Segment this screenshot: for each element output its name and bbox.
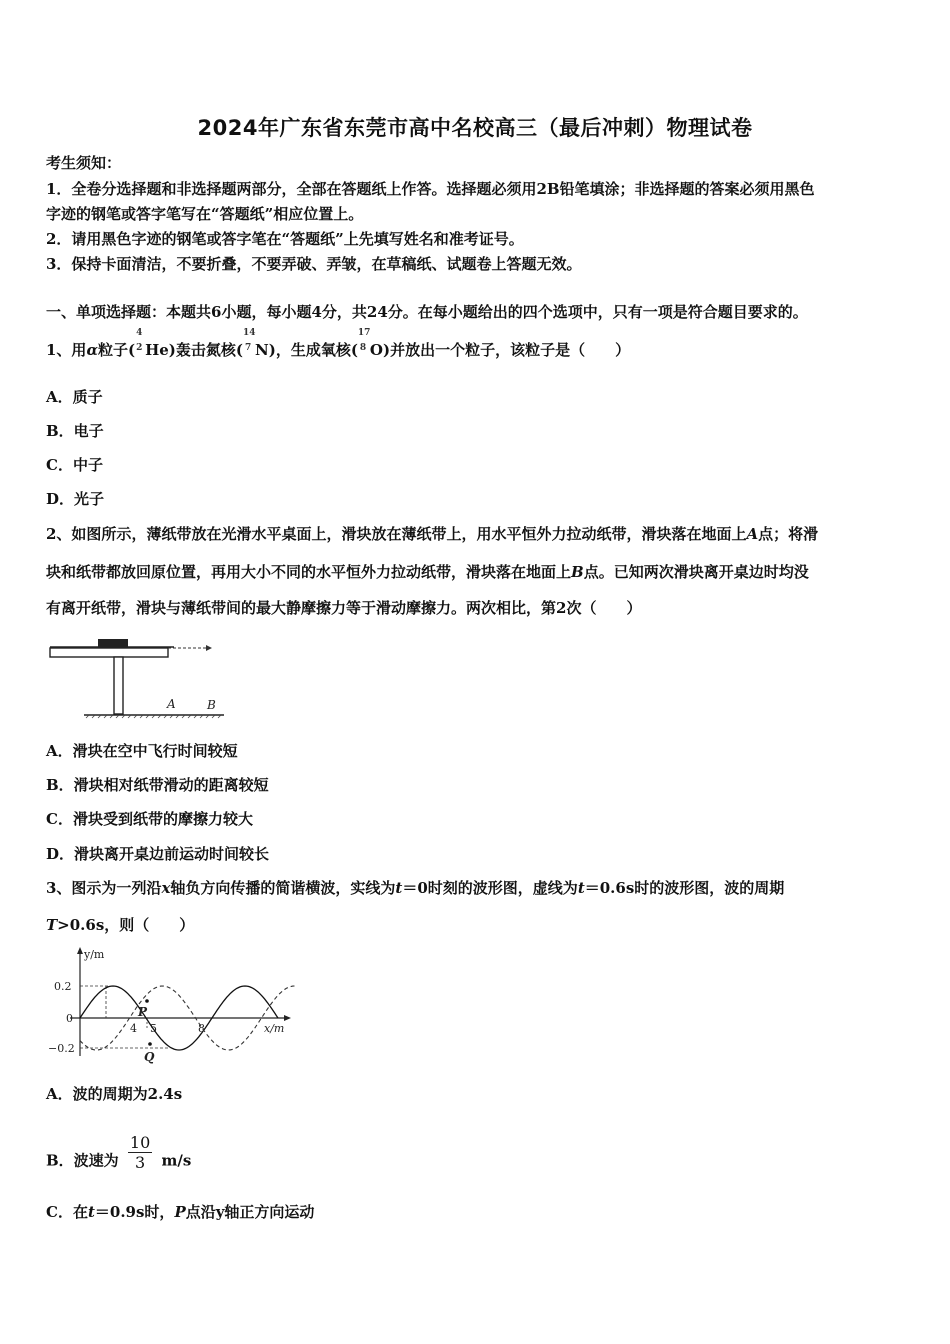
question-2-line (46, 523, 818, 544)
table-leg (114, 657, 123, 714)
notice-item: 1．全卷分选择题和非选择题两部分，全部在答题纸上作答。选择题必须用2B铅笔填涂；非选择题的答案必须用黑色 (46, 180, 815, 198)
q3-option-b[interactable] (46, 1133, 192, 1181)
q3-text: ＝0.6s时的波形图，波的周期 (584, 879, 785, 897)
q2-text: 块和纸带都放回原位置，再用大小不同的水平恒外力拉动纸带，滑块落在地面上 (46, 563, 572, 581)
q2-option-d[interactable]: D．滑块离开桌边前运动时间较长 (46, 845, 270, 863)
question-3-line (46, 914, 194, 935)
q1-text: O)并放出一个粒子，该粒子是（ ） (369, 341, 631, 359)
y-axis-arrow-icon (77, 947, 83, 954)
q2-option-b[interactable]: B．滑块相对纸带滑动的距离较短 (46, 776, 269, 794)
section-heading: 一、单项选择题：本题共6小题，每小题4分，共24分。在每小题给出的四个选项中，只有一项是符合题目要求的。 (46, 303, 808, 321)
q3-optc-p: P (174, 1203, 186, 1221)
q3-var-x: x (161, 879, 171, 897)
notice-heading: 考生须知： (46, 154, 122, 172)
q3-option-a[interactable]: A．波的周期为2.4s (46, 1085, 183, 1103)
page-title: 2024年广东省东莞市高中名校高三（最后冲刺）物理试卷 (197, 116, 753, 140)
q2-point-b: B (571, 563, 584, 581)
n-atomic-number: 7 (245, 343, 252, 353)
table-slider-figure (46, 628, 236, 724)
q1-text: N)，生成氧核( (255, 341, 358, 359)
q1-text: He)轰击氮核( (145, 341, 244, 359)
n-mass-number: 14 (243, 328, 256, 338)
q1-option-d[interactable]: D．光子 (46, 490, 105, 508)
q3-var-T: T (46, 916, 58, 934)
fraction-10-over-3 (128, 1133, 152, 1172)
q3-optc-text: 点沿y轴正方向运动 (185, 1203, 315, 1221)
tick-y-0.2: 0.2 (54, 980, 72, 993)
q3-option-c[interactable] (46, 1201, 314, 1222)
point-p-label: P (138, 1005, 148, 1019)
point-q-marker (148, 1042, 152, 1046)
o-mass-number: 17 (357, 328, 371, 338)
q3-var-t: t (395, 879, 403, 897)
q2-text: 点；将滑 (758, 525, 819, 543)
fig-label-a: A (167, 697, 176, 711)
table-top (50, 648, 168, 657)
question-3-line (46, 877, 784, 898)
q1-option-b[interactable]: B．电子 (46, 422, 104, 440)
q3-optb-unit: m/s (161, 1151, 192, 1170)
y-axis-label: y/m (84, 948, 105, 961)
question-1 (46, 328, 631, 360)
q1-alpha: α (86, 341, 98, 359)
q2-text: 点。已知两次滑块离开桌边时均没 (583, 563, 809, 581)
q1-option-c[interactable]: C．中子 (46, 456, 103, 474)
q1-text: 1、用 (46, 341, 87, 359)
q3-optc-text: C．在 (46, 1203, 88, 1221)
tick-x-8: 8 (198, 1022, 205, 1035)
question-2-line: 有离开纸带，滑块与薄纸带间的最大静摩擦力等于滑动摩擦力。两次相比，第2次（ ） (46, 599, 642, 617)
q1-text: 粒子( (97, 341, 136, 359)
tick-y-0: 0 (66, 1012, 73, 1025)
fraction-numerator: 10 (129, 1133, 151, 1152)
he-atomic-number: 2 (136, 343, 143, 353)
q2-option-a[interactable]: A．滑块在空中飞行时间较短 (46, 742, 238, 760)
q3-text: 轴负方向传播的简谐横波，实线为 (170, 879, 396, 897)
x-axis-label: x/m (264, 1022, 285, 1035)
q2-text: 2、如图所示，薄纸带放在光滑水平桌面上，滑块放在薄纸带上，用水平恒外力拉动纸带，滑块落在地面上 (46, 525, 747, 543)
arrow-icon (206, 645, 212, 651)
notice-item: 3．保持卡面清洁，不要折叠，不要弄破、弄皱，在草稿纸、试题卷上答题无效。 (46, 255, 582, 273)
q1-option-a[interactable]: A．质子 (46, 388, 103, 406)
question-2-line (46, 561, 809, 582)
tick-x-4: 4 (130, 1022, 137, 1035)
tick-x-5: 5 (150, 1022, 157, 1035)
fraction-denominator: 3 (135, 1153, 146, 1172)
q3-var-t: t (577, 879, 585, 897)
tick-y-neg0.2: −0.2 (48, 1042, 75, 1055)
wave-graph (40, 944, 300, 1064)
q3-text: >0.6s，则（ ） (57, 916, 195, 934)
point-p-marker (145, 999, 149, 1003)
q3-optc-t: t (87, 1203, 95, 1221)
q3-text: ＝0时刻的波形图，虚线为 (402, 879, 578, 897)
slider-block (98, 639, 128, 647)
point-q-label: Q (144, 1050, 155, 1064)
q3-optc-text: ＝0.9s时， (94, 1203, 175, 1221)
o-atomic-number: 8 (359, 343, 367, 353)
q3-text: 3、图示为一列沿 (46, 879, 162, 897)
q2-option-c[interactable]: C．滑块受到纸带的摩擦力较大 (46, 810, 253, 828)
notice-item: 2．请用黑色字迹的钢笔或答字笔在“答题纸”上先填写姓名和准考证号。 (46, 230, 524, 248)
notice-item: 字迹的钢笔或答字笔写在“答题纸”相应位置上。 (46, 205, 364, 223)
x-axis-arrow-icon (284, 1015, 291, 1021)
q3-optb-text: B．波速为 (46, 1151, 119, 1170)
q2-point-a: A (746, 525, 759, 543)
he-mass-number: 4 (136, 328, 143, 338)
fig-label-b: B (207, 698, 216, 712)
